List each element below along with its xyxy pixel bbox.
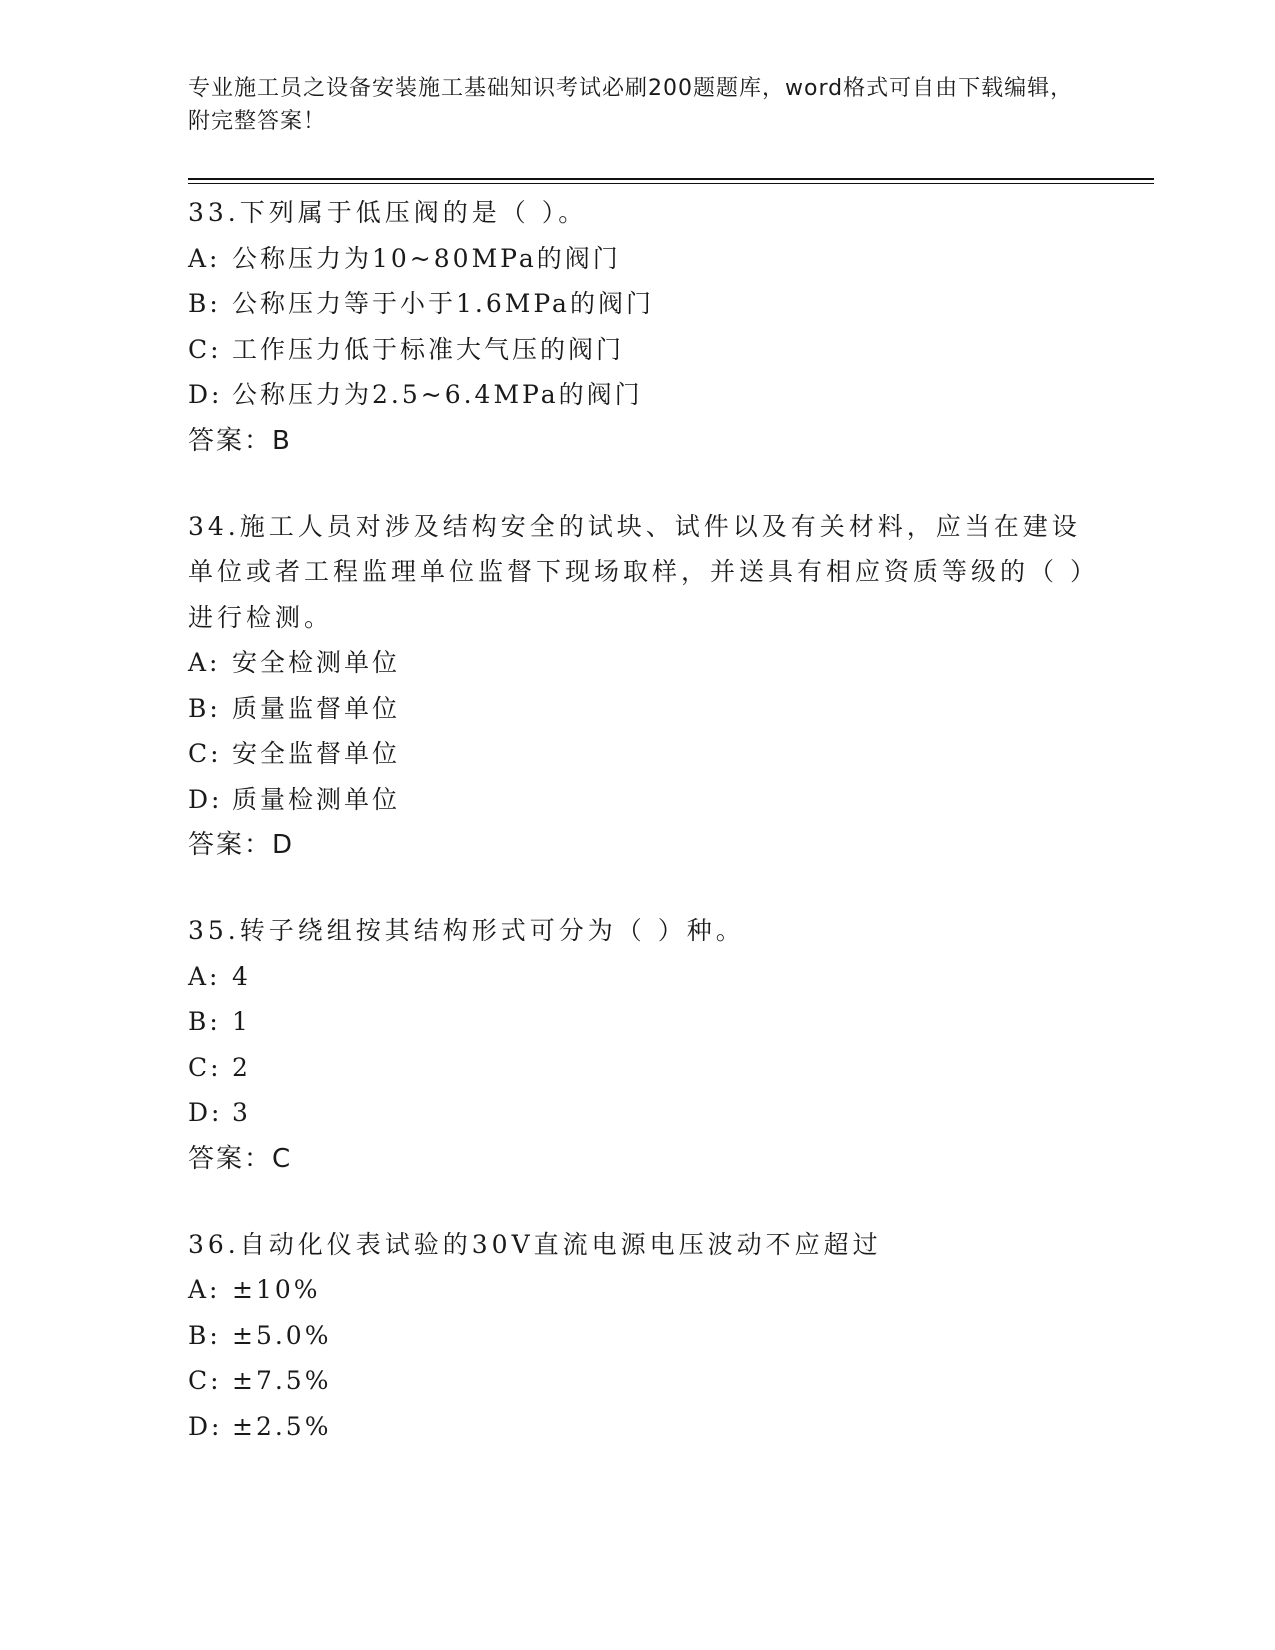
option-key: B: bbox=[188, 1007, 221, 1036]
option-key: D: bbox=[188, 380, 223, 409]
option-a bbox=[188, 1267, 1088, 1313]
option-a bbox=[188, 954, 1088, 1000]
option-text: 3 bbox=[232, 1098, 251, 1127]
question-text: 35.转子绕组按其结构形式可分为（ ）种。 bbox=[188, 916, 745, 945]
answer-line: 答案：D bbox=[188, 830, 295, 860]
option-key: C: bbox=[188, 334, 222, 364]
answer-line: 答案：B bbox=[188, 425, 292, 456]
option-key: C: bbox=[188, 1052, 222, 1082]
option-key: A: bbox=[188, 1275, 221, 1304]
header-divider-thin bbox=[188, 183, 1154, 184]
option-key: D: bbox=[188, 1411, 223, 1441]
option-text: 安全监督单位 bbox=[232, 739, 401, 768]
option-text: 工作压力低于标准大气压的阀门 bbox=[232, 334, 625, 364]
header-divider-thick bbox=[188, 178, 1154, 180]
option-key: B: bbox=[188, 1320, 221, 1350]
option-text: 4 bbox=[232, 961, 251, 991]
question-text: 36.自动化仪表试验的30V直流电源电压波动不应超过 bbox=[188, 1229, 882, 1259]
answer-line: 答案：C bbox=[188, 1143, 293, 1174]
option-text: 质量检测单位 bbox=[232, 784, 401, 814]
question-35 bbox=[188, 908, 1088, 1182]
option-b bbox=[188, 686, 1088, 732]
option-key: B: bbox=[188, 289, 221, 318]
option-text: ±10% bbox=[232, 1275, 321, 1304]
option-d bbox=[188, 1090, 1088, 1136]
option-text: 1 bbox=[232, 1007, 251, 1036]
option-key: D: bbox=[188, 784, 223, 814]
question-text: 33.下列属于低压阀的是（ ）。 bbox=[188, 198, 588, 227]
option-key: A: bbox=[188, 243, 221, 273]
option-text: ±5.0% bbox=[232, 1320, 332, 1350]
option-key: D: bbox=[188, 1098, 223, 1127]
document-header: 专业施工员之设备安装施工基础知识考试必刷200题题库，word格式可自由下载编辑，附完整答案！ bbox=[188, 76, 1074, 134]
question-list bbox=[188, 190, 1088, 1489]
question-text: 34.施工人员对涉及结构安全的试块、试件以及有关材料，应当在建设单位或者工程监理单位监督下现场取样，并送具有相应资质等级的（ ）进行检测。 bbox=[188, 511, 1087, 632]
option-key: B: bbox=[188, 693, 221, 723]
option-b bbox=[188, 1313, 1088, 1359]
option-text: 公称压力等于小于1.6MPa的阀门 bbox=[232, 289, 654, 318]
option-text: 公称压力为2.5~6.4MPa的阀门 bbox=[232, 380, 643, 409]
question-33 bbox=[188, 190, 1088, 464]
option-text: ±2.5% bbox=[232, 1411, 332, 1441]
option-c bbox=[188, 327, 1088, 373]
option-key: C: bbox=[188, 1366, 222, 1395]
option-key: C: bbox=[188, 739, 222, 768]
option-c bbox=[188, 1358, 1088, 1404]
option-text: 2 bbox=[232, 1052, 251, 1082]
option-c bbox=[188, 1045, 1088, 1091]
option-a bbox=[188, 640, 1088, 686]
option-d bbox=[188, 777, 1088, 823]
question-34 bbox=[188, 504, 1088, 869]
option-key: A: bbox=[188, 961, 221, 991]
option-text: ±7.5% bbox=[232, 1366, 332, 1395]
option-b bbox=[188, 281, 1088, 327]
option-d bbox=[188, 372, 1088, 418]
option-c bbox=[188, 731, 1088, 777]
option-text: 安全检测单位 bbox=[232, 648, 401, 677]
option-text: 公称压力为10~80MPa的阀门 bbox=[232, 243, 621, 273]
option-key: A: bbox=[188, 648, 221, 677]
option-a bbox=[188, 236, 1088, 282]
option-b bbox=[188, 999, 1088, 1045]
question-36 bbox=[188, 1222, 1088, 1450]
option-d bbox=[188, 1404, 1088, 1450]
option-text: 质量监督单位 bbox=[232, 693, 401, 723]
